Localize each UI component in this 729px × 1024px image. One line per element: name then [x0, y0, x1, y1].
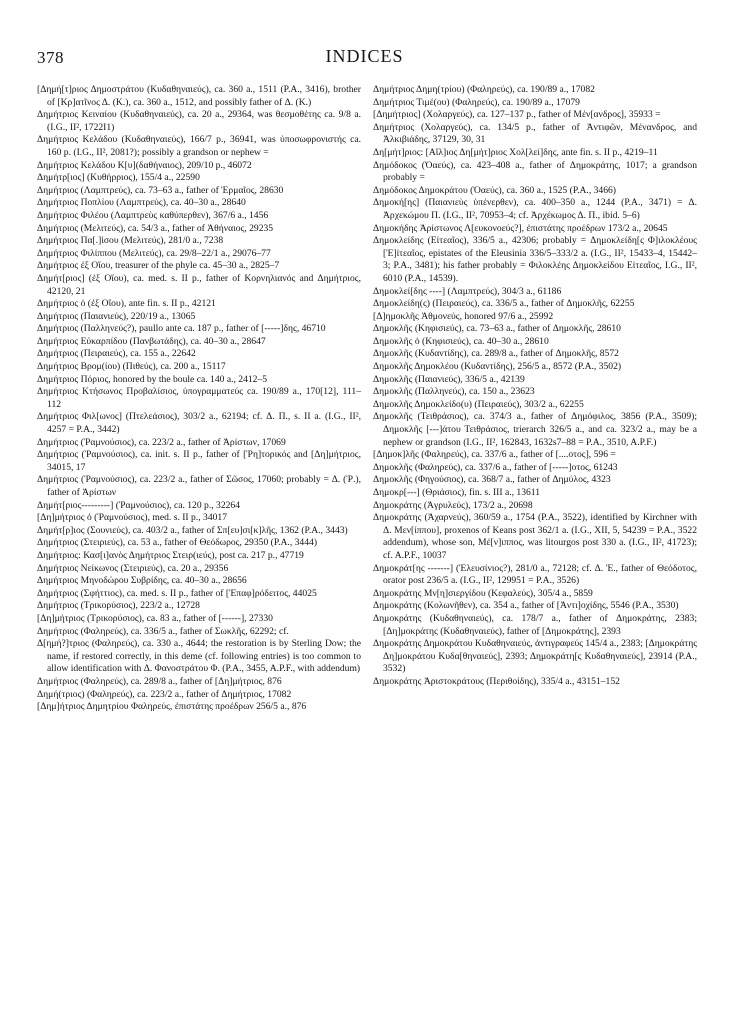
- index-entry: Δημοκλῆς Δημοκλείδο(υ) (Πειραιεύς), 303/2 a., 62255: [373, 398, 584, 410]
- index-entry: Δημήτριος (Ῥαμνούσιος), ca. init. s. II p., father of [Ῥη]τορικός and [Δη]μήτριος, 34015, 17: [37, 449, 361, 473]
- index-entry: Δημήτριος (Πειραιεύς), ca. 155 a., 22642: [37, 348, 196, 360]
- index-entry: Δημήτριος (Ῥαμνούσιος), ca. 223/2 a., father of Ἀρίστων, 17069: [37, 436, 286, 448]
- index-entry: Δημήτριος (Σφήττιος), ca. med. s. II p., father of [Ἐπαφ]ρόδειτος, 44025: [37, 587, 317, 599]
- index-entry: Δημήτριος Νείκωνος (Στειριεύς), ca. 20 a., 29356: [37, 562, 229, 574]
- index-entry: Δημήτριος Τιμέ(ου) (Φαληρεύς), ca. 190/89 a., 17079: [373, 96, 580, 108]
- index-entry: Δη[μήτ]ριος: [Αἴλ]ιος Δη[μήτ]ριος Χολ[λεί]δης, ante fin. s. II p., 4219–11: [373, 146, 658, 158]
- index-entry: Δημήτριος Πα[.]ἰσου (Μελιτεύς), 281/0 a., 7238: [37, 235, 224, 247]
- index-entry: Δημήτριος Δημη(τρίου) (Φαληρεύς), ca. 190/89 a., 17082: [373, 84, 595, 95]
- index-entry: Δημήτριος (Παιανιεύς), 220/19 a., 13065: [37, 310, 196, 322]
- index-entry: [Δημήτριος] (Χολαργεύς), ca. 127–137 p., father of Μέν[ανδρος], 35933 =: [373, 109, 661, 121]
- index-entry: Δημήτ[ριος---------] (Ῥαμνούσιος), ca. 120 p., 32264: [37, 499, 241, 511]
- index-entry: [Δη]μήτριος ὁ (Ῥαμνούσιος), med. s. II p., 34017: [37, 512, 228, 524]
- index-entry: Δημήτριος (Ῥαμνούσιος), ca. 223/2 a., father of Σῶσος, 17060; probably = Δ. (Ῥ.), father of Ἀρίστων: [37, 474, 361, 498]
- index-entry: [Δ]ημοκλῆς Ἀθμονεύς, honored 97/6 a., 25992: [373, 310, 554, 322]
- index-entry: Δημοκράτης (Ἀγρυλεύς), 173/2 a., 20698: [373, 499, 533, 511]
- index-entry: [Δη]μήτριος (Τρικορύσιος), ca. 83 a., father of [------], 27330: [37, 612, 273, 624]
- index-entry: Δημοκλῆς (Φηγούσιος), ca. 368/7 a., father of Δημύλος, 4323: [373, 474, 611, 486]
- index-entry: Δημοκράτης (Κυδαθηναιεύς), ca. 178/7 a., father of Δημοκράτης, 2383; [Δη]μοκράτης (Κυδαθηναιεύς), father of [Δημοκράτης], 2393: [373, 612, 697, 637]
- index-entry: Δημοκλῆς (Κυδαντίδης), ca. 289/8 a., father of Δημοκλῆς, 8572: [373, 348, 619, 360]
- index-entry: Δημοκλῆς (Κηφισιεύς), ca. 73–63 a., father of Δημοκλῆς, 28610: [373, 323, 621, 335]
- index-entry: Δημήτριος Μηνοδώρου Συβρίδης, ca. 40–30 a., 28656: [37, 575, 247, 587]
- page-number: 378: [37, 48, 64, 67]
- index-entry: Δημήτριος (Μελιτεύς), ca. 54/3 a., father of Ἀθήναιος, 29235: [37, 222, 274, 234]
- index-entry: Δημοκλείδη(ς) (Πειραιεύς), ca. 336/5 a., father of Δημοκλῆς, 62255: [373, 298, 635, 310]
- index-entry: Δημήτριος (Τρικορύσιος), 223/2 a., 12728: [37, 600, 200, 612]
- left-column: [37, 84, 361, 714]
- index-entry: Δημήτριος (Στειριεύς), ca. 53 a., father of Θεόδωρος, 29350 (P.A., 3444): [37, 537, 318, 549]
- index-entry: Δημήτριος Κελάδου Κ[υ](δαθήναιος), 209/10 p., 46072: [37, 159, 252, 171]
- index-entry: [Δημ]ήτριος Δημητρίου Φαληρεύς, ἐπιστάτης προέδρων 256/5 a., 876: [37, 701, 307, 713]
- index-entry: Δημόδοκος (Ὀαεύς), ca. 423–408 a., father of Δημοκράτης, 1017; a grandson probably =: [373, 159, 697, 184]
- index-entry: Δημήτριος Πόριος, honored by the boule ca. 140 a., 2412–5: [37, 373, 268, 385]
- index-entry: Δημή(τριος) (Φαληρεύς), ca. 223/2 a., father of Δημήτριος, 17082: [37, 688, 292, 700]
- index-entry: Δημήτριος (Λαμπτρεύς), ca. 73–63 a., father of Ἑρμαῖος, 28630: [37, 184, 284, 196]
- index-entry: Δημοκλῆς (Παλληνεύς), ca. 150 a., 23623: [373, 386, 535, 398]
- index-entry: Δημήτ[ριος] (ἐξ Οἴου), ca. med. s. II p., father of Κορνηλιανός and Δημήτριος, 42120, 21: [37, 272, 361, 297]
- index-entry: [Δημοκ]λῆς (Φαληρεύς), ca. 337/6 a., father of [....οτος], 596 =: [373, 449, 616, 461]
- index-entry: Δημοκρ[---] (Θριάσιος), fin. s. III a., 13611: [373, 487, 541, 498]
- index-entry: Δημήτριος (Φαληρεύς), ca. 289/8 a., father of [Δη]μήτριος, 876: [37, 675, 282, 687]
- index-entry: Δημήτριος (Φαληρεύς), ca. 336/5 a., father of Σωκλῆς, 62292; cf.: [37, 625, 289, 637]
- index-entry: Δημοκήδης Ἀρίστωνος Λ[ευκονοεύς?], ἐπιστάτης προέδρων 173/2 a., 20645: [373, 222, 668, 234]
- index-entry: Δημήτριος Φιλέου (Λαμπτρεὺς καθύπερθεν), 367/6 a., 1456: [37, 209, 269, 221]
- index-entry: Δημήτριος Κειναίου (Κυδαθηναιεύς), ca. 20 a., 29364, was θεσμοθέτης ca. 9/8 a. (I.G., II², 1722I1): [37, 109, 361, 133]
- index-entry: Δημοκράτ[ης -------] (Ἐλευσίνιος?), 281/0 a., 72128; cf. Δ. Ἐ., father of Θεόδοτος, orator post 236/5 a. (I.G., II², 129951 = P.A., 3526): [373, 562, 697, 587]
- index-entry: Δημήτριος ἐξ Οἴου, treasurer of the phyle ca. 45–30 a., 2825–7: [37, 260, 280, 272]
- index-entry: Δημοκράτης Μν[η]σιεργίδου (Κεφαλεύς), 305/4 a., 5859: [373, 587, 593, 599]
- index-entry: Δημήτριος Βρομ(ίου) (Πιθεύς), ca. 200 a., 15117: [37, 361, 226, 373]
- index-entry: Δημήτριος Εὐκαρπίδου (Πανβωτάδης), ca. 40–30 a., 28647: [37, 335, 266, 347]
- index-entry: Δημοκλείδης (Εἰτεαῖος), 336/5 a., 42306; probably = Δημοκλείδη[ς Φ]ιλοκλέους [Ἐ]ἰτεαῖος, epistates of the Eleusinia 336/5–333/2 a. (I.G., II², 15433–4, 15442–3; P.A., 3481); his father probably = Φιλοκλέης Δημοκλείδου Εἰτεαῖος, I.G., II², 6010 (P.A., 14539).: [373, 235, 697, 284]
- index-entry: Δημοκλῆς ὁ (Κηφισιεύς), ca. 40–30 a., 28610: [373, 335, 549, 347]
- index-entry: Δημήτριος Ποπλίου (Λαμπτρεύς), ca. 40–30 a., 28640: [37, 197, 246, 209]
- index-entry: Δημοκράτης Ἀριστοκράτους (Περιθοίδης), 335/4 a., 43151–152: [373, 675, 620, 687]
- index-entry: Δημοκή[ης] (Παιανιεὺς ὑπένερθεν), ca. 400–350 a., 1244 (P.A., 3471) = Δ. Ἀρχεκώμου Π. (I.G., II², 70953–4; cf. Ἀρχέκωμος Δ. Π., ibid. 5–6): [373, 197, 697, 221]
- index-entry: Δημήτριος: Κασ[ι]ανὸς Δημήτριος Στειρ(ιεύς), post ca. 217 p., 47719: [37, 549, 304, 561]
- index-entry: Δημήτρ[ιος] (Κυθήρριος), 155/4 a., 22590: [37, 172, 200, 184]
- right-column: [373, 84, 697, 689]
- index-entry: Δημοκράτης (Ἀχαρνεύς), 360/59 a., 1754 (P.A., 3522), identified by Kirchner with Δ. Μεν[ίππου], proxenos of Keans post 362/1 a. (I.G., XII, 5, 54239 = P.A., 3522 addendum), whose son, Μέ[ν]ιππος, was litourgos post 330 a. (I.G., II², 41723); cf. A.P.F., 10037: [373, 512, 697, 561]
- index-entry: [Δημή[τ]ριος Δημοστράτου (Κυδαθηναιεύς), ca. 360 a., 1511 (P.A., 3416), brother of [Κρ]ατῖνος Δ. (Κ.), ca. 360 a., 1512, and possibly father of Δ. (Κ.): [37, 84, 361, 108]
- index-entry: Δημήτριος ὁ (ἐξ Οἴου), ante fin. s. II p., 42121: [37, 298, 216, 310]
- index-entry: Δημοκλῆς (Τειθράσιος), ca. 374/3 a., father of Δημόφιλος, 3856 (P.A., 3509); Δημοκλῆς [---]άτου Τειθράσιος, trierarch 326/5 a., and ca. 323/2 a., may be a nephew or grandson (I.G., II², 162843, 1632s7–88 = P.A., 3510, A.P.F.): [373, 411, 697, 448]
- index-entry: Δημήτ[ρ]ιος (Σουνιεύς), ca. 403/2 a., father of Σπ[ευ]σι[κ]λῆς, 1362 (P.A., 3443): [37, 524, 348, 536]
- index-entry: Δημοκράτης (Κολωνῆθεν), ca. 354 a., father of [Ἀντι]οχίδης, 5546 (P.A., 3530): [373, 600, 679, 612]
- index-entry: Δημήτριος Φιλίππου (Μελιτεύς), ca. 29/8–22/1 a., 29076–77: [37, 247, 271, 259]
- index-entry: Δημοκλῆς Δημοκλέου (Κυδαντίδης), 256/5 a., 8572 (P.A., 3502): [373, 361, 622, 373]
- index-entry: Δημήτριος Φιλ[ωνος] (Πτελεάσιος), 303/2 a., 62194; cf. Δ. Π., s. II a. (I.G., II², 4257 = P.A., 3442): [37, 411, 361, 436]
- index-entry: Δημοκράτης Δημοκράτου Κυδαθηναιεύς, ἀντιγραφεύς 145/4 a., 2383; [Δημοκράτης Δη]μοκράτου Κυδα[θηναιεύς], 2393; Δημοκράτη[ς Κυδαθηναιεύς], 23914 (P.A., 3532): [373, 638, 698, 675]
- index-entry: Δημοκλεί[δης ----] (Λαμπτρεύς), 304/3 a., 61186: [373, 285, 562, 297]
- index-entry: Δημοκλῆς (Φαληρεύς), ca. 337/6 a., father of [-----]οτος, 61243: [373, 461, 618, 473]
- index-entry: Δημήτριος (Χολαργεύς), ca. 134/5 p., father of Ἀντιφῶν, Μένανδρος, and Ἀλκιβιάδης, 37129, 30, 31: [373, 121, 697, 146]
- index-entry: Δημοκλῆς (Παιανιεύς), 336/5 a., 42139: [373, 373, 525, 385]
- index-entry: Δημήτριος Κελάδου (Κυδαθηναιεύς), 166/7 p., 36941, was ὑποσωφρονιστής ca. 160 p. (I.G., II², 2081?); possibly a grandson or nephew =: [37, 134, 361, 158]
- page-title: INDICES: [325, 46, 404, 66]
- index-entry: Δ[ημή?]τριος (Φαληρεύς), ca. 330 a., 4644; the restoration is by Sterling Dow; the name, if restored correctly, in this deme (cf. following entries) is too common to allow identification with Δ. Φανοστράτου Φ. (P.A., 3455, A.P.F., with addendum): [37, 638, 361, 675]
- index-entry: Δημήτριος (Παλληνεύς?), paullo ante ca. 187 p., father of [-----]δης, 46710: [37, 323, 326, 335]
- index-entry: Δημήτριος Κτήσωνος Προβαλίσιος, ὑπογραμματεύς ca. 190/89 a., 170[12], 111–112: [37, 386, 361, 410]
- index-entry: Δημόδοκος Δημοκράτου (Ὀαεύς), ca. 360 a., 1525 (P.A., 3466): [373, 184, 616, 196]
